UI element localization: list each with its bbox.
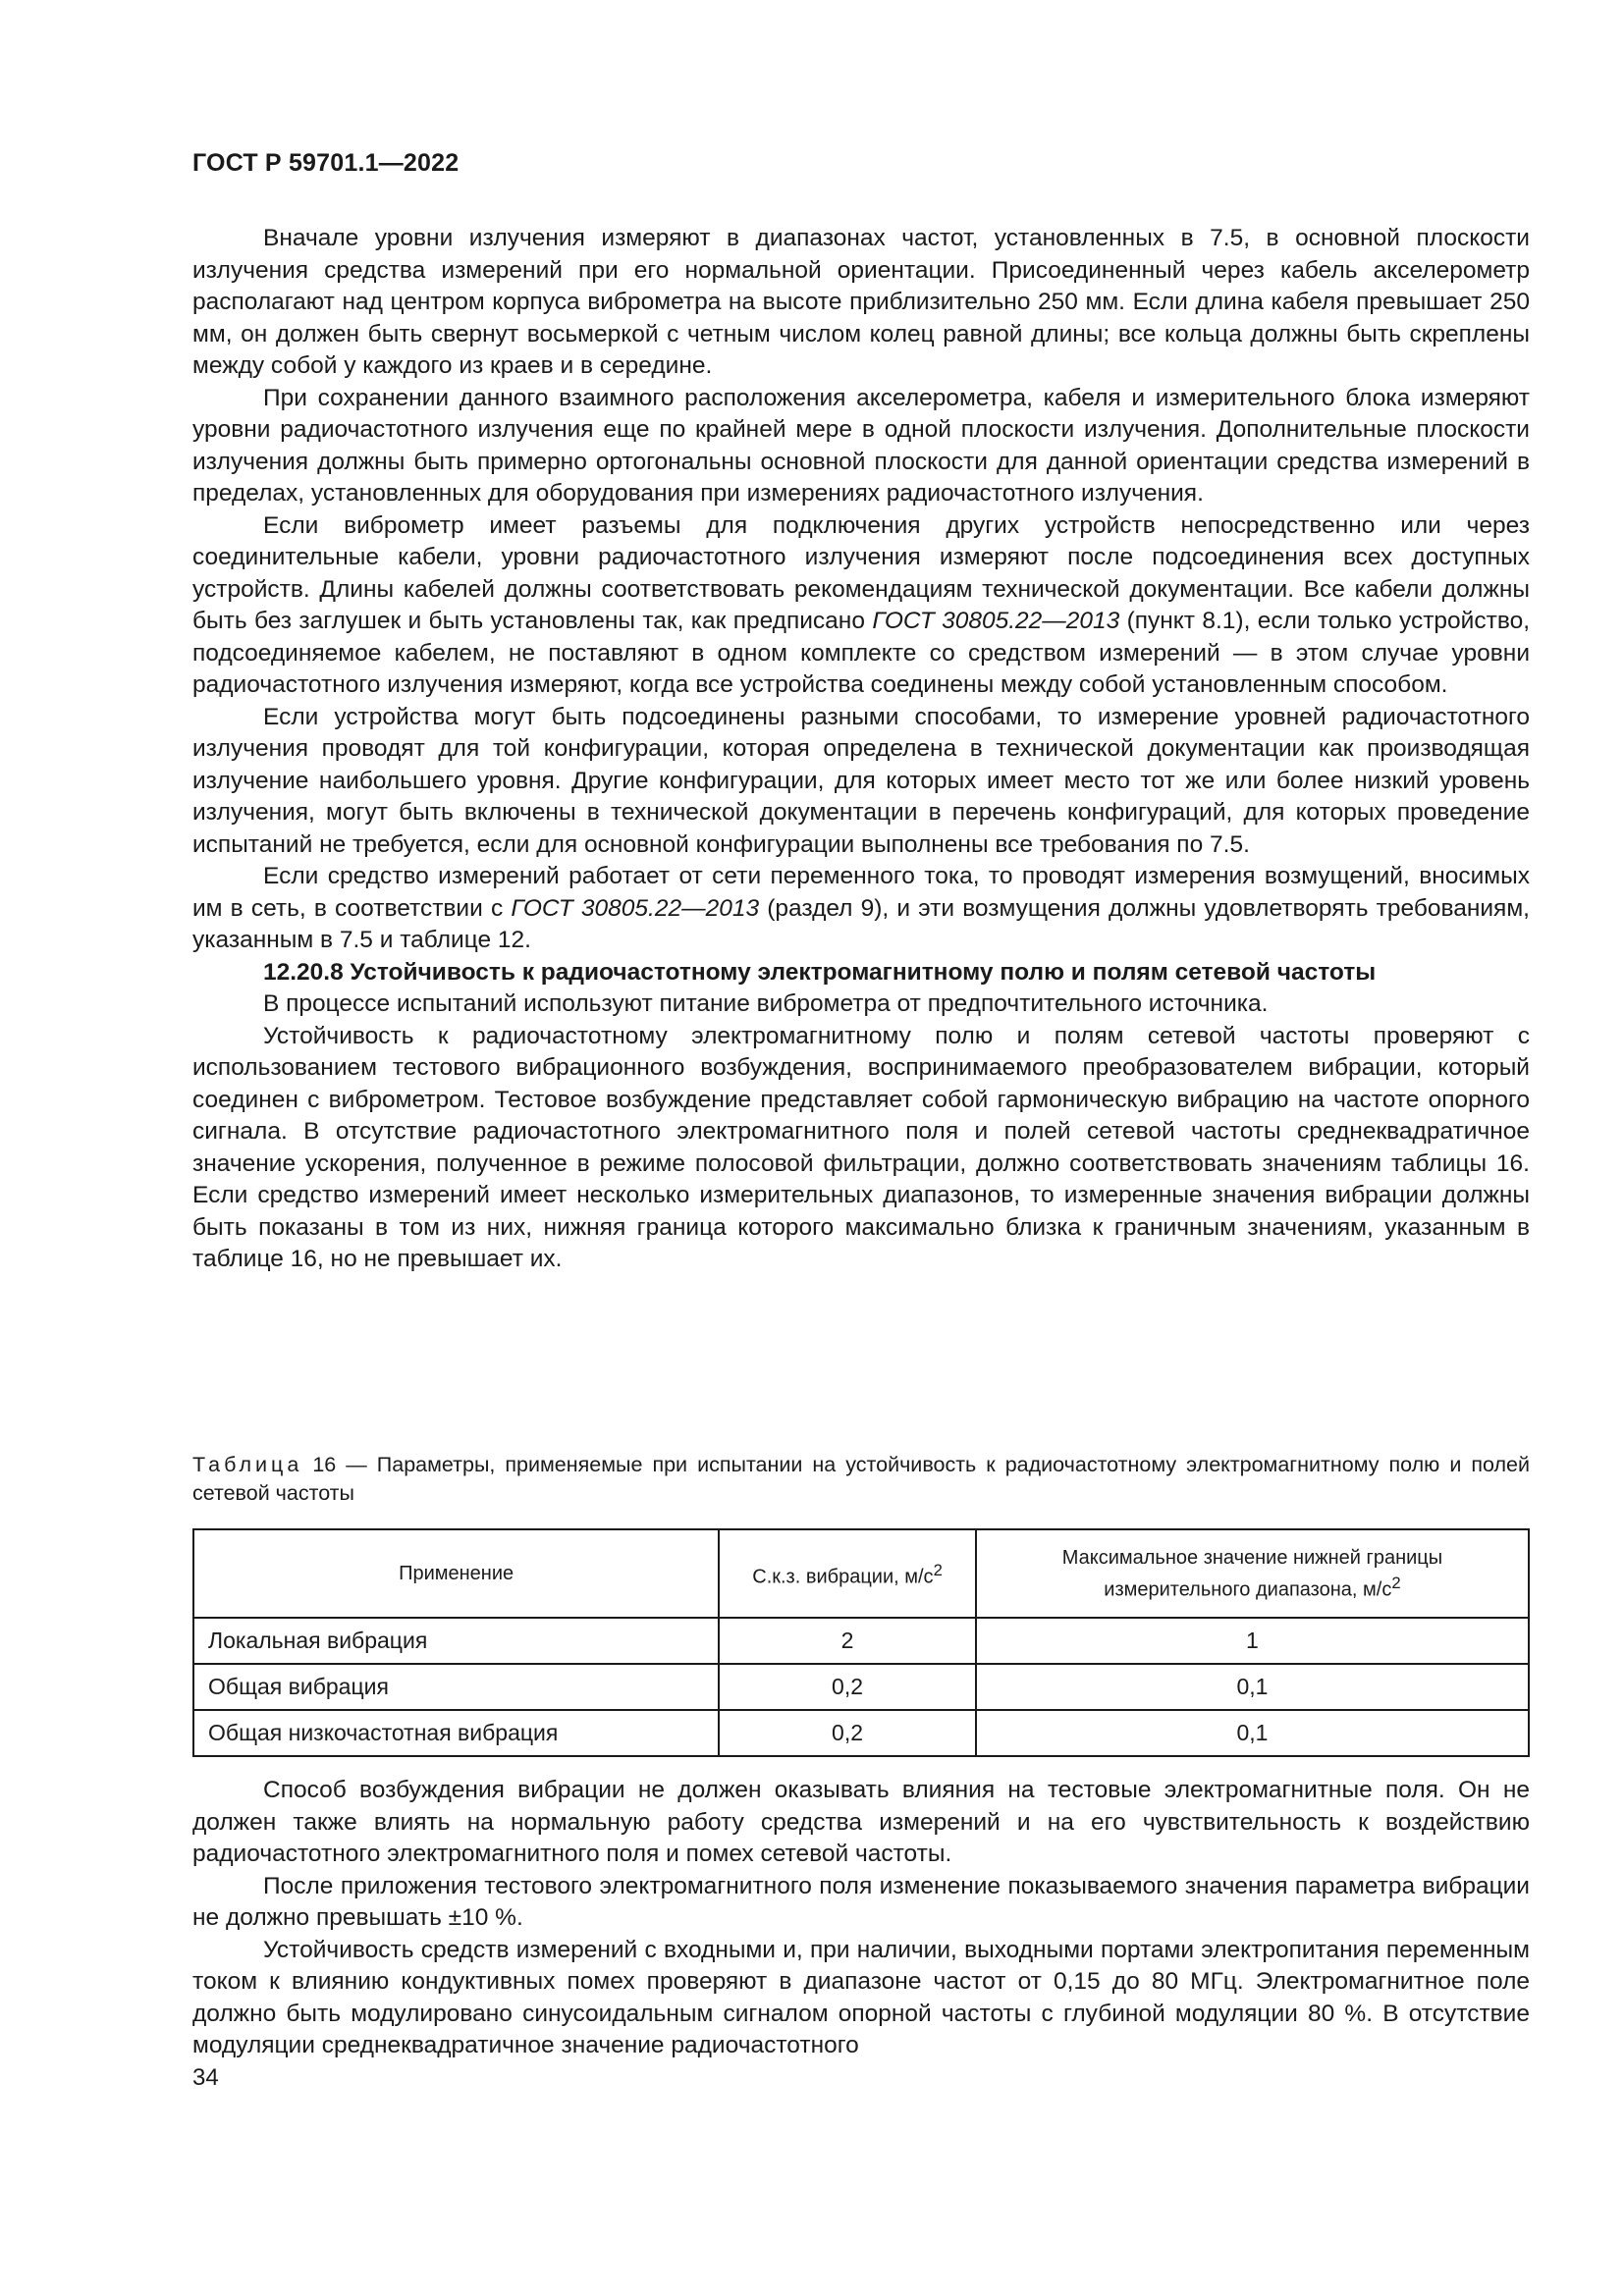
standard-reference: ГОСТ 30805.22—2013 <box>511 894 760 922</box>
paragraph: Вначале уровни излучения измеряют в диапазонах частот, установленных в 7.5, в основной плоскости излучения средства измерений при его нормальной ориентации. Присоединенный через кабель акселерометр располагают над центром корпуса виброметра на высоте приблизительно 250 мм. Если длина кабеля превышает 250 мм, он должен быть свернут восьмеркой с четным числом колец равной длины; все кольца должны быть скреплены между собой у каждого из краев и в середине. <box>192 225 1530 379</box>
body-text-lower <box>192 1775 1530 2062</box>
paragraph: Устойчивость к радиочастотному электромагнитному полю и полям сетевой частоты проверяют с использованием тестового вибрационного возбуждения, воспринимаемого преобразователем вибрации, который соединен с виброметром. Тестовое возбуждение представляет собой гармоническую вибрацию на частоте опорного сигнала. В отсутствие радиочастотного электромагнитного поля и полей сетевой частоты среднеквадратичное значение ускорения, полученное в режиме полосовой фильтрации, должно соответствовать значениям таблицы 16. Если средство измерений имеет несколько измерительных диапазонов, то измеренные значения вибрации должны быть показаны в том из них, нижняя граница которого максимально близка к граничным значениям, указанным в таблице 16, но не превышает их. <box>192 1022 1530 1272</box>
cell-rms: 2 <box>719 1618 976 1664</box>
cell-application: Общая вибрация <box>193 1664 719 1710</box>
cell-max-lower: 0,1 <box>976 1664 1529 1710</box>
cell-rms: 0,2 <box>719 1710 976 1756</box>
paragraph: В процессе испытаний используют питание виброметра от предпочтительного источника. <box>263 990 1269 1017</box>
standard-reference: ГОСТ 30805.22—2013 <box>872 608 1120 634</box>
cell-application: Общая низкочастотная вибрация <box>193 1710 719 1756</box>
header-max-lower-bound <box>976 1529 1529 1618</box>
table-caption-label: Таблица <box>192 1453 303 1476</box>
header-max-line2: измерительного диапазона, м/с <box>1104 1578 1392 1601</box>
cell-rms: 0,2 <box>719 1664 976 1710</box>
paragraph: При сохранении данного взаимного расположения акселерометра, кабеля и измерительного блока измеряют уровни радиочастотного излучения еще по крайней мере в одной плоскости излучения. Дополнительные плоскости излучения должны быть примерно ортогональны основной плоскости для данной ориентации средства измерений в пределах, установленных для оборудования при измерениях радиочастотного излучения. <box>192 384 1530 507</box>
paragraph <box>192 861 1530 957</box>
page-number: 34 <box>192 2064 219 2091</box>
table-caption-text: 16 — Параметры, применяемые при испытании на устойчивость к радиочастотному электромагнитному полю и полей сетевой частоты <box>192 1453 1530 1505</box>
table-caption <box>192 1451 1530 1508</box>
section-heading: 12.20.8 Устойчивость к радиочастотному электромагнитному полю и полям сетевой частоты <box>263 958 1377 986</box>
paragraph: Если устройства могут быть подсоединены разными способами, то измерение уровней радиочастотного излучения проводят для той конфигурации, которая определена в технической документации как производящая излучение наибольшего уровня. Другие конфигурации, для которых имеет место тот же или более низкий уровень излучения, могут быть включены в технической документации в перечень конфигураций, для которых проведение испытаний не требуется, если для основной конфигурации выполнены все требования по 7.5. <box>192 703 1530 858</box>
body-text-upper <box>192 223 1530 1276</box>
paragraph-text: (раздел 9), и эти возмущения должны удовлетворять требованиям, указанным в 7.5 и таблице 12. <box>192 894 1530 953</box>
header-max-line1: Максимальное значение нижней границы <box>1061 1546 1443 1569</box>
cell-max-lower: 1 <box>976 1618 1529 1664</box>
header-application: Применение <box>193 1529 719 1618</box>
header-rms-vibration <box>719 1529 976 1618</box>
paragraph-text: Если средство измерений работает от сети переменного тока, то проводят измерения возмущений, вносимых им в сеть, в соответствии с <box>192 863 1530 922</box>
unit-exponent: 2 <box>1391 1573 1401 1592</box>
paragraph: Устойчивость средств измерений с входными и, при наличии, выходными портами электропитания переменным током к влиянию кондуктивных помех проверяют в диапазоне частот от 0,15 до 80 МГц. Электромагнитное поле должно быть модулировано синусоидальным сигналом опорной частоты с глубиной модуляции 80 %. В отсутствие модуляции среднеквадратичное значение радиочастотного <box>192 1936 1530 2058</box>
table-row <box>193 1710 1529 1756</box>
standard-code-header: ГОСТ Р 59701.1—2022 <box>192 149 460 177</box>
paragraph: После приложения тестового электромагнитного поля изменение показываемого значения параметра вибрации не должно превышать ±10 %. <box>192 1872 1530 1931</box>
paragraph: Способ возбуждения вибрации не должен оказывать влияния на тестовые электромагнитные поля. Он не должен также влиять на нормальную работу средства измерений и на его чувствительность к воздействию радиочастотного электромагнитного поля и помех сетевой частоты. <box>192 1777 1530 1867</box>
table-row <box>193 1664 1529 1710</box>
table-header-row <box>193 1529 1529 1618</box>
cell-max-lower: 0,1 <box>976 1710 1529 1756</box>
paragraph-text: Если виброметр имеет разъемы для подключения других устройств непосредственно или через соединительные кабели, уровни радиочастотного излучения измеряют после подсоединения всех доступных устройств. Длины кабелей должны соответствовать рекомендациям технической документации. Все кабели должны быть без заглушек и быть установлены так, как предписано <box>192 511 1530 634</box>
parameters-table <box>192 1528 1530 1757</box>
paragraph <box>192 510 1530 702</box>
cell-application: Локальная вибрация <box>193 1618 719 1664</box>
table-row <box>193 1618 1529 1664</box>
unit-exponent: 2 <box>933 1560 943 1579</box>
paragraph-text: (пункт 8.1), если только устройство, подсоединяемое кабелем, не поставляют в одном комплекте со средством измерений — в этом случае уровни радиочастотного излучения измеряют, когда все устройства соединены между собой установленным способом. <box>192 608 1531 698</box>
header-rms-text: С.к.з. вибрации, м/с <box>752 1566 934 1588</box>
